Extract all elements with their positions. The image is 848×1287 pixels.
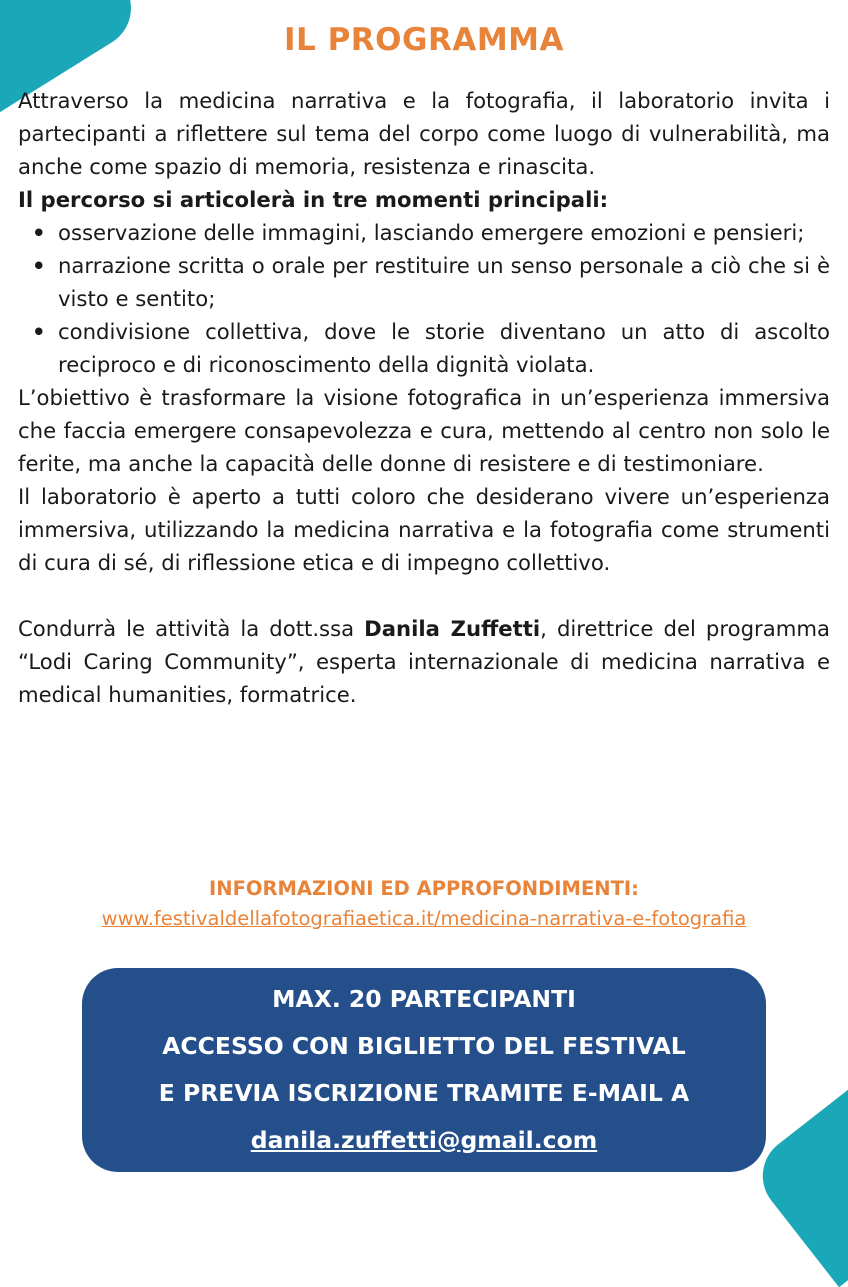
- list-item: • narrazione scritta o orale per restituire un senso personale a ciò che si è visto e sentito;: [58, 249, 830, 315]
- leader-paragraph: [18, 612, 830, 711]
- email-link[interactable]: danila.zuffetti@gmail.com: [250, 1126, 598, 1154]
- info-link[interactable]: www.festivaldellafotografiaetica.it/medicina-narrativa-e-fotografia: [101, 907, 747, 930]
- access-text: ACCESSO CON BIGLIETTO DEL FESTIVAL: [162, 1032, 686, 1060]
- list-item: • osservazione delle immagini, lasciando emergere emozioni e pensieri;: [58, 216, 830, 249]
- leader-suffix: , direttrice del programma “Lodi Caring Community”, esperta internazionale di medicina narrativa e medical humanities, formatrice.: [18, 616, 830, 707]
- info-heading: INFORMAZIONI ED APPROFONDIMENTI:: [209, 877, 639, 900]
- moments-heading: Il percorso si articolerà in tre momenti principali:: [18, 187, 609, 212]
- leader-prefix: Condurrà le attività la dott.ssa: [18, 616, 365, 641]
- spacer: [18, 579, 830, 612]
- moments-list: [18, 216, 830, 381]
- open-to-paragraph: Il laboratorio è aperto a tutti coloro che desiderano vivere un’esperienza immersiva, utilizzando la medicina narrativa e la fotografia come strumenti di cura di sé, di riflessione etica e di impegno collettivo.: [18, 484, 830, 575]
- intro-paragraph: Attraverso la medicina narrativa e la fotografia, il laboratorio invita i partecipanti a riflettere sul tema del corpo come luogo di vulnerabilità, ma anche come spazio di memoria, resistenza e rinascita.: [18, 88, 830, 179]
- objective-paragraph: L’obiettivo è trasformare la visione fotografica in un’esperienza immersiva che faccia emergere consapevolezza e cura, mettendo al centro non solo le ferite, ma anche la capacità delle donne di resistere e di testimoniare.: [18, 385, 830, 476]
- leader-name: Danila Zuffetti: [364, 616, 541, 641]
- registration-box: [82, 968, 766, 1172]
- list-item: • condivisione collettiva, dove le storie diventano un atto di ascolto reciproco e di riconoscimento della dignità violata.: [58, 315, 830, 381]
- page-title: IL PROGRAMMA: [283, 22, 565, 58]
- registration-text: E PREVIA ISCRIZIONE TRAMITE E-MAIL A: [158, 1079, 690, 1107]
- program-content: [18, 84, 830, 711]
- max-participants-text: MAX. 20 PARTECIPANTI: [272, 985, 576, 1013]
- info-section: [0, 874, 848, 934]
